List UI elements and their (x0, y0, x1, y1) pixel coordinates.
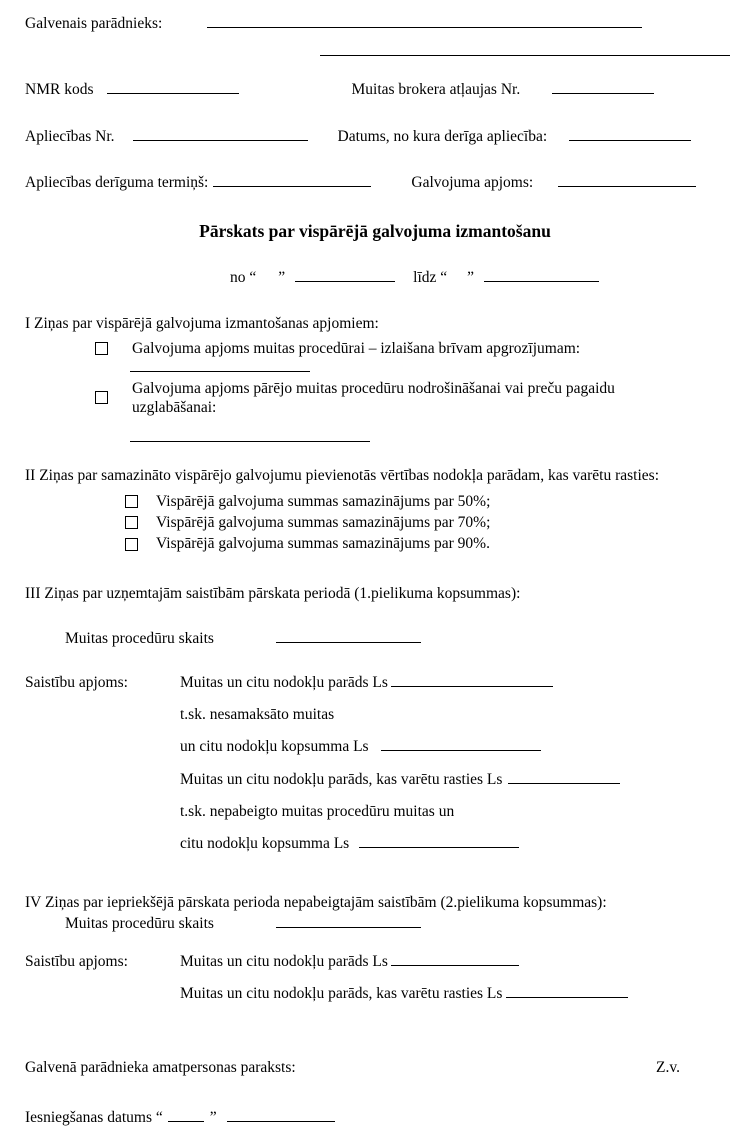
submission-day-field[interactable] (168, 1108, 204, 1122)
prev-potential-debt-field[interactable] (506, 984, 628, 998)
period-to-month-field[interactable] (484, 268, 599, 282)
section4-liabilities-block (25, 952, 725, 1017)
page-title: Pārskats par vispārējā galvojuma izmantošanu (199, 220, 551, 241)
certificate-no-label: Apliecības Nr. (25, 127, 115, 145)
unfinished-procedures-label: t.sk. nepabeigto muitas procedūru muitas un (180, 803, 455, 820)
reduction-50-label: Vispārējā galvojuma summas samazinājums par 50%; (156, 492, 491, 510)
main-debtor-label: Galvenais parādnieks: (25, 15, 163, 32)
free-circulation-label: Galvojuma apjoms muitas procedūrai – izlaišana brīvam apgrozījumam: (132, 340, 581, 358)
section3-procedures-count-row (25, 629, 725, 648)
other-taxes-total-field[interactable] (381, 737, 541, 751)
section4-procedures-count-field[interactable] (276, 914, 421, 928)
reduction-90-checkbox[interactable] (125, 538, 138, 551)
section3-heading: III Ziņas par uzņemtajām saistībām pārskata periodā (1.pielikuma kopsummas): (25, 584, 521, 602)
potential-debt-field[interactable] (508, 770, 620, 784)
section3-liability-row (180, 705, 725, 724)
period-from-suffix: ” (278, 269, 286, 287)
other-procedures-amount-field[interactable] (130, 429, 370, 442)
nmr-code-field[interactable] (107, 80, 239, 94)
free-circulation-checkbox[interactable] (95, 342, 108, 355)
reduction-50-checkbox[interactable] (125, 495, 138, 508)
section4-procedures-count-label: Muitas procedūru skaits (65, 915, 214, 933)
section3-liability-row (180, 802, 725, 821)
tax-debt-field[interactable] (391, 673, 553, 687)
free-circulation-amount-field[interactable] (130, 359, 310, 372)
submission-date-prefix: Iesniegšanas datums “ (25, 1108, 163, 1126)
signature-row (25, 1058, 725, 1077)
section4-liabilities-label: Saistību apjoms: (25, 952, 128, 970)
section4-liability-row (180, 984, 725, 1003)
other-procedures-checkbox[interactable] (95, 391, 108, 404)
unfinished-total-label: citu nodokļu kopsumma Ls (180, 835, 350, 853)
section2-item-70 (25, 513, 725, 532)
section1-item-other-procedures (25, 379, 725, 418)
reduction-70-label: Vispārējā galvojuma summas samazinājums par 70%; (156, 514, 491, 531)
broker-permit-field[interactable] (552, 80, 654, 94)
submission-date-row (25, 1108, 725, 1127)
section3-liabilities-label: Saistību apjoms: (25, 673, 128, 691)
period-from-prefix: no “ (230, 269, 257, 287)
prev-tax-debt-label: Muitas un citu nodokļu parāds Ls (180, 952, 388, 970)
certificate-valid-from-field[interactable] (569, 127, 691, 141)
section2-item-50 (25, 492, 725, 511)
section3-liability-row (180, 673, 725, 692)
nmr-code-label: NMR kods (25, 81, 94, 99)
section4-liability-row (180, 952, 725, 971)
submission-month-field[interactable] (227, 1108, 335, 1122)
potential-debt-label: Muitas un citu nodokļu parāds, kas varētu rasties Ls (180, 770, 503, 788)
section3-liability-row (180, 834, 725, 853)
section2-heading: II Ziņas par samazināto vispārējo galvojumu pievienotās vērtības nodokļa parādam, kas varētu rasties: (25, 467, 660, 485)
certificate-term-label: Apliecības derīguma termiņš: (25, 174, 209, 192)
reduction-70-checkbox[interactable] (125, 516, 138, 529)
section4-heading: IV Ziņas par iepriekšējā pārskata perioda nepabeigtajām saistībām (2.pielikuma kopsummas): (25, 893, 607, 911)
guarantee-amount-label: Galvojuma apjoms: (411, 174, 534, 192)
section1-heading: I Ziņas par vispārējā galvojuma izmantošanas apjomiem: (25, 314, 379, 332)
section3-procedures-count-label: Muitas procedūru skaits (65, 630, 214, 648)
main-debtor-row-2 (25, 42, 725, 56)
section3-liability-row (180, 770, 725, 789)
certificate-row (25, 127, 725, 146)
prev-tax-debt-field[interactable] (391, 952, 519, 966)
section3-procedures-count-field[interactable] (276, 629, 421, 643)
guarantee-amount-field[interactable] (558, 173, 696, 187)
main-debtor-field[interactable] (207, 14, 642, 28)
report-period-row (25, 268, 725, 287)
prev-potential-debt-label: Muitas un citu nodokļu parāds, kas varētu rasties Ls (180, 984, 503, 1002)
signature-label: Galvenā parādnieka amatpersonas paraksts: (25, 1059, 296, 1077)
broker-permit-label: Muitas brokera atļaujas Nr. (351, 81, 521, 99)
main-debtor-field-2[interactable] (320, 42, 730, 56)
nmr-broker-row (25, 80, 725, 99)
section1-item-free-circulation (25, 339, 725, 358)
main-debtor-row (25, 14, 725, 33)
reduction-90-label: Vispārējā galvojuma summas samazinājums par 90%. (156, 535, 490, 553)
submission-date-suffix: ” (209, 1108, 217, 1126)
other-taxes-total-label: un citu nodokļu kopsumma Ls (180, 738, 369, 756)
period-from-month-field[interactable] (295, 268, 395, 282)
term-amount-row (25, 173, 725, 192)
other-procedures-label: Galvojuma apjoms pārējo muitas procedūru nodrošināšanai vai preču pagaidu uzglabāšanai: (132, 379, 615, 416)
section3-liability-row (180, 737, 725, 756)
period-to-prefix: līdz “ (413, 269, 448, 287)
unpaid-customs-label: t.sk. nesamaksāto muitas (180, 705, 335, 723)
seal-label: Z.v. (656, 1059, 680, 1077)
section3-liabilities-block (25, 673, 725, 867)
certificate-valid-from-label: Datums, no kura derīga apliecība: (337, 127, 548, 145)
certificate-term-field[interactable] (213, 173, 371, 187)
unfinished-total-field[interactable] (359, 834, 519, 848)
section4-procedures-count-row (25, 914, 725, 933)
tax-debt-label: Muitas un citu nodokļu parāds Ls (180, 673, 388, 691)
period-to-suffix: ” (467, 269, 475, 287)
certificate-no-field[interactable] (133, 127, 308, 141)
section2-item-90 (25, 534, 725, 553)
